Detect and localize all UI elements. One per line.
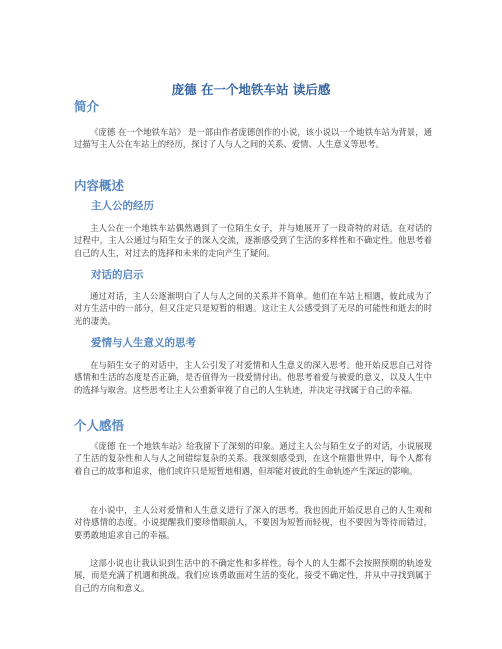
reflection-paragraph-2: 在小说中，主人公对爱情和人生意义进行了深入的思考。我也因此开始反思自己的人生观和对待感情的态度。小说提醒我们要珍惜眼前人，不要因为短暂而轻视，也不要因为等待而错过，要勇敢地追求自己的幸福。 [74, 505, 432, 540]
experience-paragraph: 主人公在一个地铁车站偶然遇到了一位陌生女子，并与她展开了一段奇特的对话。在对话的过程中，主人公通过与陌生女子的深入交流，逐渐感受到了生活的多样性和不确定性。他思考着自己的人生，对过去的选择和未来的走向产生了疑问。 [74, 223, 432, 258]
subsection-heading-dialogue: 对话的启示 [91, 269, 144, 281]
love-meaning-paragraph: 在与陌生女子的对话中，主人公引发了对爱情和人生意义的深入思考。他开始反思自己对待感情和生活的态度是否正确，是否值得为一段爱情付出。他思考着爱与被爱的意义，以及人生中的选择与取舍。这些思考让主人公重新审视了自己的人生轨迹，并决定寻找属于自己的幸福。 [74, 360, 432, 395]
section-heading-intro: 简介 [74, 99, 100, 114]
section-heading-overview: 内容概述 [74, 178, 125, 193]
subsection-heading-experience: 主人公的经历 [91, 200, 154, 212]
section-heading-reflection: 个人感悟 [74, 418, 125, 433]
reflection-paragraph-3: 这部小说也让我认识到生活中的不确定性和多样性。每个人的人生都不会按照预期的轨迹发展，而是充满了机遇和挑战。我们应该勇敢面对生活的变化，接受不确定性，并从中寻找到属于自己的方向和意义。 [74, 558, 432, 593]
reflection-paragraph-1: 《庞德 在一个地铁车站》给我留下了深刻的印象。通过主人公与陌生女子的对话，小说展现了生活的复杂性和人与人之间错综复杂的关系。我深刻感受到，在这个喧嚣世界中，每个人都有着自己的故事和追求，他们或许只是短暂地相遇，但却能对彼此的生命轨迹产生深远的影响。 [74, 441, 432, 476]
dialogue-paragraph: 通过对话，主人公逐渐明白了人与人之间的关系并不简单。他们在车站上相遇，彼此成为了对方生活中的一部分，但又注定只是短暂的相遇。这让主人公感受到了无尽的可能性和逝去的时光的凄美。 [74, 291, 432, 326]
document-title: 庞德 在一个地铁车站 读后感 [171, 82, 331, 97]
subsection-heading-love-meaning: 爱情与人生意义的思考 [91, 337, 196, 349]
intro-paragraph: 《庞德 在一个地铁车站》 是一部由作者庞德创作的小说，该小说以一个地铁车站为背景，通过描写主人公在车站上的经历，探讨了人与人之间的关系、爱情、人生意义等思考。 [74, 127, 432, 150]
